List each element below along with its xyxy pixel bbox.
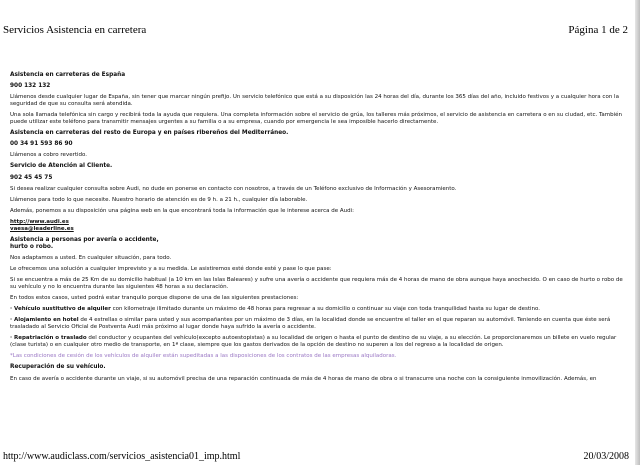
section-heading-spain: Asistencia en carreteras de España <box>10 72 126 78</box>
audi-website-link[interactable]: http://www.audi.es <box>10 218 69 225</box>
bullet-repatriation-title: · Repatriación o traslado <box>10 335 87 342</box>
paragraph-breakdown-1: Nos adaptamos a usted. En cualquier situación, para todo. <box>10 254 172 261</box>
print-footer <box>0 450 640 465</box>
bullet-hotel-text: de 4 estrellas o similar para usted y sus acompañantes por un máximo de 3 días, en la localidad donde se encuentre el taller en el que reparan su automóvil. Teniendo en cuenta que éste será trasladado al Servicio Oficial de Postventa Audi más próximo al lugar donde haya sufrido la avería o accidente. <box>10 317 611 331</box>
bullet-rental-car-text: con kilometraje ilimitado durante un máximo de 48 horas para regresar a su domicilio o continuar su viaje con toda tranquilidad hasta su lugar de destino. <box>112 306 541 313</box>
bullet-hotel <box>10 317 625 331</box>
print-header <box>0 0 640 40</box>
paragraph-breakdown-4: En todos estos casos, usted podrá estar tranquilo porque dispone de una de las siguientes prestaciones: <box>10 295 299 302</box>
section-heading-europe: Asistencia en carreteras del resto de Europa y en países ribereños del Mediterráneo. <box>10 130 289 137</box>
phone-europe: 00 34 91 593 86 90 <box>10 141 73 148</box>
email-link[interactable]: vaesa@leaderline.es <box>10 225 74 232</box>
paragraph-breakdown-3: Si se encuentra a más de 25 Km de su domicilio habitual (a 10 km en las Islas Baleares) y sufre una avería o accidente que requiera más de 4 horas de mano de obra aunque haya anochecido. O en caso de hurto o robo de su vehículo y no lo encuentra durante las siguientes 48 horas a su declaración. <box>10 277 623 291</box>
conditions-note: *Las condiciones de cesión de los vehículos de alquiler están supeditadas a las disposiciones de los contratos de las empresas alquiladoras. <box>10 353 397 360</box>
paragraph-spain-2: Una sola llamada telefónica sin cargo y recibirá toda la ayuda que requiera. Una completa información sobre el servicio de grúa, los talleres más próximos, el servicio de asistencia en carretera o en su ciudad, etc. También puede utilizar este teléfono para transmitir mensajes urgentes a su familia o a su empresa, cuando por emergencia le sea imposible hacerlo directamente. <box>10 112 623 126</box>
bullet-rental-car-title: · Vehículo sustitutivo de alquiler <box>10 306 111 313</box>
section-heading-client: Servicio de Atención al Cliente. <box>10 163 113 170</box>
phone-client: 902 45 45 75 <box>10 174 53 181</box>
paragraph-client-3: Además, ponemos a su disposición una página web en la que encontrará toda la información que le interese acerca de Audi: <box>10 207 354 214</box>
paragraph-europe-1: Llámenos a cobro revertido. <box>10 152 88 159</box>
bullet-repatriation <box>10 335 625 349</box>
bullet-hotel-title: · Alojamiento en hotel <box>10 317 79 324</box>
document-body <box>10 72 625 387</box>
print-date: 20/03/2008 <box>583 451 629 462</box>
page-indicator: Página 1 de 2 <box>568 24 628 36</box>
section-heading-recovery: Recuperación de su vehículo. <box>10 364 106 371</box>
paragraph-spain-1: Llámenos desde cualquier lugar de España, sin tener que marcar ningún prefijo. Un servicio telefónico que está a su disposición las 24 horas del día, durante los 365 días del año, incluido festivos y a cualquier hora con la seguridad de que su consulta será atendida. <box>10 94 619 108</box>
paragraph-recovery-1: En caso de avería o accidente durante un viaje, si su automóvil precisa de una reparación continuada de más de 4 horas de mano de obra o si transcurre una noche con la consiguiente inmovilización. Además, en <box>10 375 597 382</box>
paragraph-client-1: Si desea realizar cualquier consulta sobre Audi, no dude en ponerse en contacto con nosotros, a través de un Teléfono exclusivo de Información y Asesoramiento. <box>10 185 457 192</box>
section-heading-breakdown: Asistencia a personas por avería o accidente, <box>10 236 159 243</box>
page-url: http://www.audiclass.com/servicios_asistencia01_imp.html <box>3 451 241 462</box>
page-edge-shadow <box>635 0 640 465</box>
paragraph-client-2: Llámenos para todo lo que necesite. Nuestro horario de atención es de 9 h. a 21 h., cualquier día laborable. <box>10 196 308 203</box>
bullet-rental-car <box>10 306 625 313</box>
document-title: Servicios Asistencia en carretera <box>3 24 147 36</box>
bullet-repatriation-text: del conductor y ocupantes del vehículo(excepto autoestopistas) a su localidad de origen o hasta el punto de destino de su viaje, a su elección. Le proporcionaremos un billete en vuelo regular (clase turista) o en cualquier otro medio de transporte, en 1ª clase, siempre que los gastos derivados de la opción de destino no superen a los del regreso a la localidad de origen. <box>10 335 617 349</box>
phone-spain: 900 132 132 <box>10 83 51 90</box>
paragraph-breakdown-2: Le ofrecemos una solución a cualquier imprevisto y a su medida. Le asistiremos esté donde esté y pase lo que pase: <box>10 266 332 273</box>
section-heading-breakdown-2: hurto o robo. <box>10 243 54 250</box>
